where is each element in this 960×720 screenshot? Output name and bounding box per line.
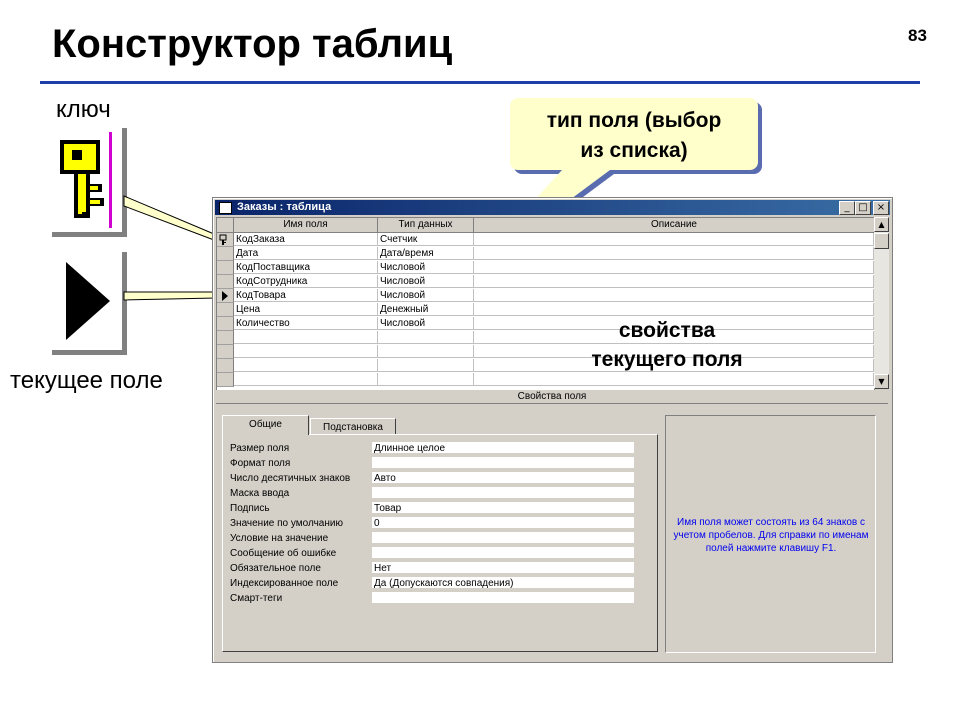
scroll-up-button[interactable]: ▲ — [874, 217, 889, 232]
property-label: Индексированное поле — [230, 578, 339, 589]
slide-title: Конструктор таблиц — [52, 22, 453, 66]
data-type-cell[interactable] — [378, 359, 474, 372]
property-label: Обязательное поле — [230, 563, 321, 574]
data-type-cell[interactable]: Числовой — [378, 275, 474, 288]
description-cell[interactable] — [474, 247, 874, 260]
property-value-field[interactable]: Длинное целое — [372, 442, 634, 455]
properties-callout-line2: текущего поля — [591, 348, 743, 371]
property-label: Подпись — [230, 503, 270, 514]
row-selector[interactable] — [217, 317, 234, 331]
scroll-down-button[interactable]: ▼ — [874, 374, 889, 389]
row-selector[interactable] — [217, 345, 234, 359]
help-text: Имя поля может состоять из 64 знаков с учетом пробелов. Для справки по именам полей нажмите клавишу F1. — [673, 517, 869, 554]
data-type-cell[interactable]: Счетчик — [378, 233, 474, 246]
window-title: Заказы : таблица — [237, 201, 332, 213]
property-label: Маска ввода — [230, 488, 290, 499]
field-name-cell[interactable]: КодСотрудника — [234, 275, 378, 288]
property-value-field[interactable] — [372, 487, 634, 500]
data-type-cell[interactable]: Числовой — [378, 289, 474, 302]
row-selector[interactable] — [217, 373, 234, 387]
row-selector[interactable] — [217, 261, 234, 275]
data-type-cell[interactable] — [378, 331, 474, 344]
close-button[interactable]: × — [873, 201, 889, 215]
description-cell[interactable] — [474, 261, 874, 274]
row-selector-header — [217, 218, 234, 233]
property-value-field[interactable]: Товар — [372, 502, 634, 515]
row-selector[interactable] — [217, 303, 234, 317]
description-cell[interactable] — [474, 373, 874, 386]
description-cell[interactable] — [474, 275, 874, 288]
field-name-cell[interactable]: КодТовара — [234, 289, 378, 302]
field-name-cell[interactable]: Дата — [234, 247, 378, 260]
field-properties-title: Свойства поля — [216, 390, 888, 404]
description-cell[interactable] — [474, 303, 874, 316]
column-header-field-name[interactable]: Имя поля — [234, 218, 378, 233]
tab-general[interactable]: Общие — [222, 415, 309, 435]
property-value-field[interactable]: Нет — [372, 562, 634, 575]
property-value-field[interactable] — [372, 532, 634, 545]
primary-key-icon — [217, 234, 231, 246]
property-value-field[interactable]: Авто — [372, 472, 634, 485]
help-panel — [665, 415, 876, 653]
field-type-callout-text — [512, 106, 756, 166]
key-connector — [124, 196, 214, 240]
property-value-field[interactable]: Да (Допускаются совпадения) — [372, 577, 634, 590]
property-label: Значение по умолчанию — [230, 518, 343, 529]
field-name-cell[interactable] — [234, 373, 378, 386]
field-name-cell[interactable] — [234, 331, 378, 344]
column-header-description[interactable]: Описание — [474, 218, 875, 233]
row-selector[interactable] — [217, 359, 234, 373]
field-type-callout-line2: из списка) — [580, 139, 688, 162]
current-field-label: текущее поле — [10, 367, 163, 394]
data-type-cell[interactable] — [378, 373, 474, 386]
maximize-button[interactable]: □ — [855, 201, 871, 215]
page-number: 83 — [908, 26, 927, 45]
column-header-data-type[interactable]: Тип данных — [378, 218, 474, 233]
scroll-thumb[interactable] — [874, 233, 889, 249]
data-type-cell[interactable] — [378, 345, 474, 358]
table-design-window — [212, 197, 893, 663]
data-type-cell[interactable]: Числовой — [378, 261, 474, 274]
row-selector[interactable] — [217, 289, 234, 303]
properties-callout-text — [552, 316, 782, 374]
property-label: Формат поля — [230, 458, 291, 469]
tab-lookup[interactable]: Подстановка — [310, 418, 396, 436]
property-value-field[interactable] — [372, 457, 634, 470]
grid-scrollbar[interactable] — [874, 217, 889, 389]
data-type-cell[interactable]: Числовой — [378, 317, 474, 330]
current-row-icon — [217, 290, 231, 302]
property-value-field[interactable] — [372, 547, 634, 560]
row-selector[interactable] — [217, 247, 234, 261]
table-icon — [219, 202, 232, 214]
property-label: Сообщение об ошибке — [230, 548, 337, 559]
field-name-cell[interactable] — [234, 359, 378, 372]
key-label: ключ — [56, 96, 111, 123]
property-label: Смарт-теги — [230, 593, 283, 604]
property-label: Размер поля — [230, 443, 290, 454]
general-properties-panel — [222, 434, 658, 652]
property-label: Число десятичных знаков — [230, 473, 351, 484]
field-name-cell[interactable] — [234, 345, 378, 358]
property-value-field[interactable]: 0 — [372, 517, 634, 530]
field-name-cell[interactable]: Цена — [234, 303, 378, 316]
property-value-field[interactable] — [372, 592, 634, 605]
description-cell[interactable] — [474, 233, 874, 246]
description-cell[interactable] — [474, 289, 874, 302]
data-type-cell[interactable]: Дата/время — [378, 247, 474, 260]
field-name-cell[interactable]: КодПоставщика — [234, 261, 378, 274]
pointer-connector — [124, 292, 216, 300]
window-title-bar[interactable] — [215, 200, 890, 215]
minimize-button[interactable]: _ — [839, 201, 855, 215]
property-label: Условие на значение — [230, 533, 329, 544]
field-name-cell[interactable]: Количество — [234, 317, 378, 330]
row-selector[interactable] — [217, 331, 234, 345]
field-type-callout-line1: тип поля (выбор — [546, 109, 722, 132]
row-selector[interactable] — [217, 233, 234, 247]
properties-callout-line1: свойства — [618, 319, 716, 342]
data-type-cell[interactable]: Денежный — [378, 303, 474, 316]
field-name-cell[interactable]: КодЗаказа — [234, 233, 378, 246]
row-selector[interactable] — [217, 275, 234, 289]
